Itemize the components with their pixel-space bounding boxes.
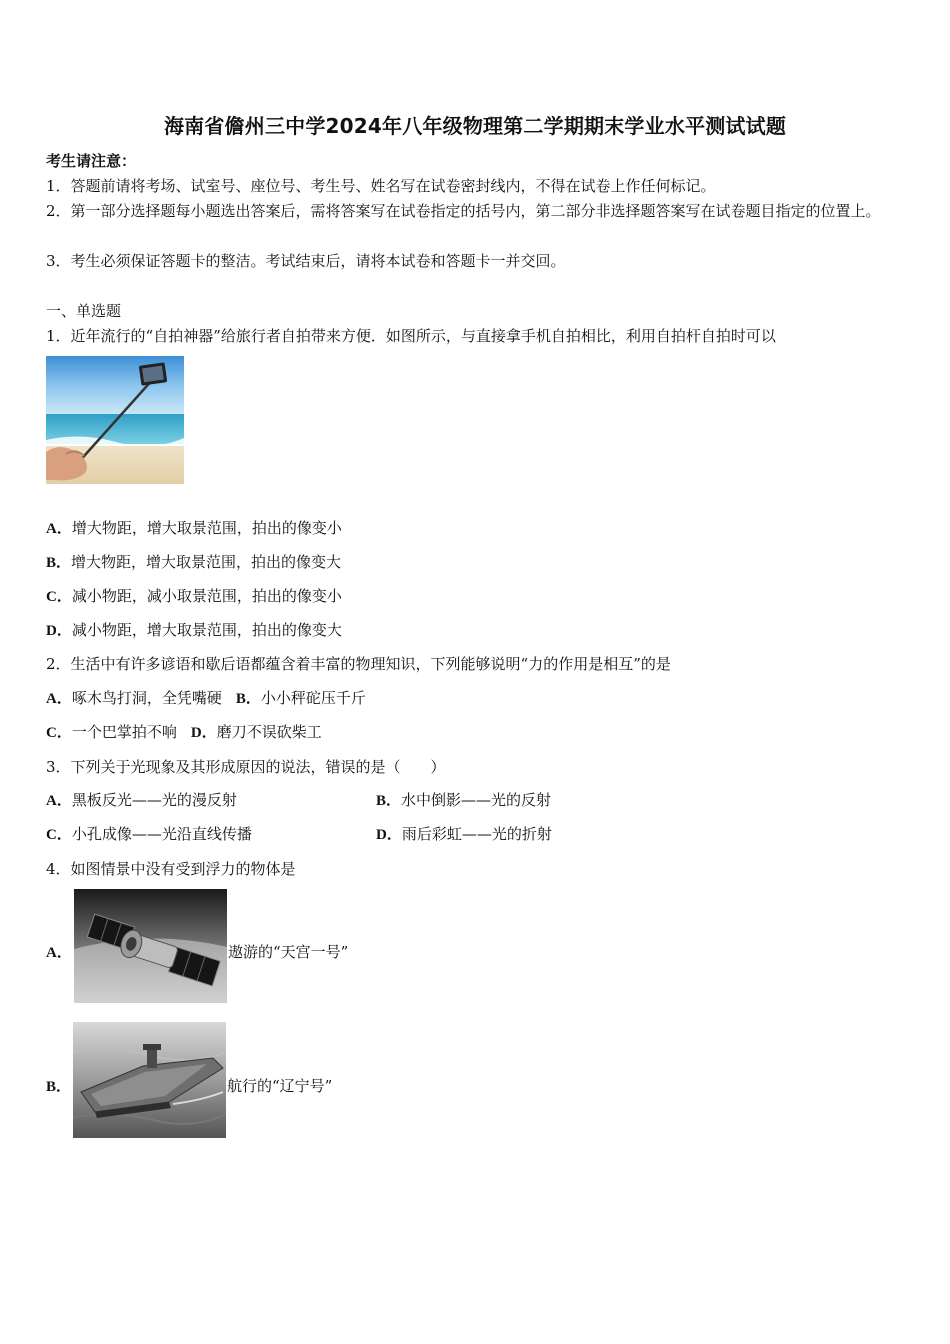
section-heading: 一、单选题 — [46, 302, 122, 320]
q1-option-a: A．增大物距，增大取景范围，拍出的像变小 — [46, 519, 342, 537]
exam-title: 海南省儋州三中学2024年八年级物理第二学期期末学业水平测试试题 — [163, 114, 787, 138]
notice-item-1: 1．答题前请将考场、试室号、座位号、考生号、姓名写在试卷密封线内，不得在试卷上作任何标记。 — [46, 177, 716, 195]
selfie-stick-image — [46, 356, 184, 484]
notice-item-3: 3．考生必须保证答题卡的整洁。考试结束后，请将本试卷和答题卡一并交回。 — [46, 252, 566, 270]
q2-options-cd: C．一个巴掌拍不响 D．磨刀不误砍柴工 — [46, 723, 322, 741]
q2-stem: 2．生活中有许多谚语和歇后语都蕴含着丰富的物理知识，下列能够说明“力的作用是相互”的是 — [46, 655, 671, 673]
q3-option-c: C．小孔成像——光沿直线传播 — [46, 825, 252, 843]
aircraft-carrier-illustration — [73, 1022, 226, 1138]
q4-option-a-label: A． — [46, 945, 72, 961]
q4-stem: 4．如图情景中没有受到浮力的物体是 — [46, 860, 296, 878]
q1-stem: 1．近年流行的“自拍神器”给旅行者自拍带来方便．如图所示，与直接拿手机自拍相比，利用自拍杆自拍时可以 — [46, 327, 776, 345]
notice-item-2: 2．第一部分选择题每小题选出答案后，需将答案写在试卷指定的括号内，第二部分非选择题答案写在试卷题目指定的位置上。 — [46, 202, 881, 220]
selfie-stick-illustration — [46, 356, 184, 484]
q4-option-b-text: 航行的“辽宁号” — [227, 1077, 333, 1095]
q1-option-c: C．减小物距，减小取景范围，拍出的像变小 — [46, 587, 342, 605]
q4-option-b-label: B． — [46, 1079, 72, 1095]
liaoning-carrier-image — [73, 1022, 226, 1138]
tiangong-image — [74, 889, 227, 1003]
q1-option-d: D．减小物距，增大取景范围，拍出的像变大 — [46, 621, 342, 639]
q1-option-b: B．增大物距，增大取景范围，拍出的像变大 — [46, 553, 342, 571]
q2-options-ab: A．啄木鸟打洞，全凭嘴硬 B．小小秤砣压千斤 — [46, 689, 366, 707]
q3-option-b: B．水中倒影——光的反射 — [376, 791, 552, 809]
q3-option-d: D．雨后彩虹——光的折射 — [376, 825, 552, 843]
notice-heading: 考生请注意： — [46, 152, 137, 170]
space-station-illustration — [74, 889, 227, 1003]
q3-option-a: A．黑板反光——光的漫反射 — [46, 791, 237, 809]
q3-stem: 3．下列关于光现象及其形成原因的说法，错误的是（ ） — [46, 758, 446, 776]
q4-option-a-text: 遨游的“天宫一号” — [228, 943, 349, 961]
